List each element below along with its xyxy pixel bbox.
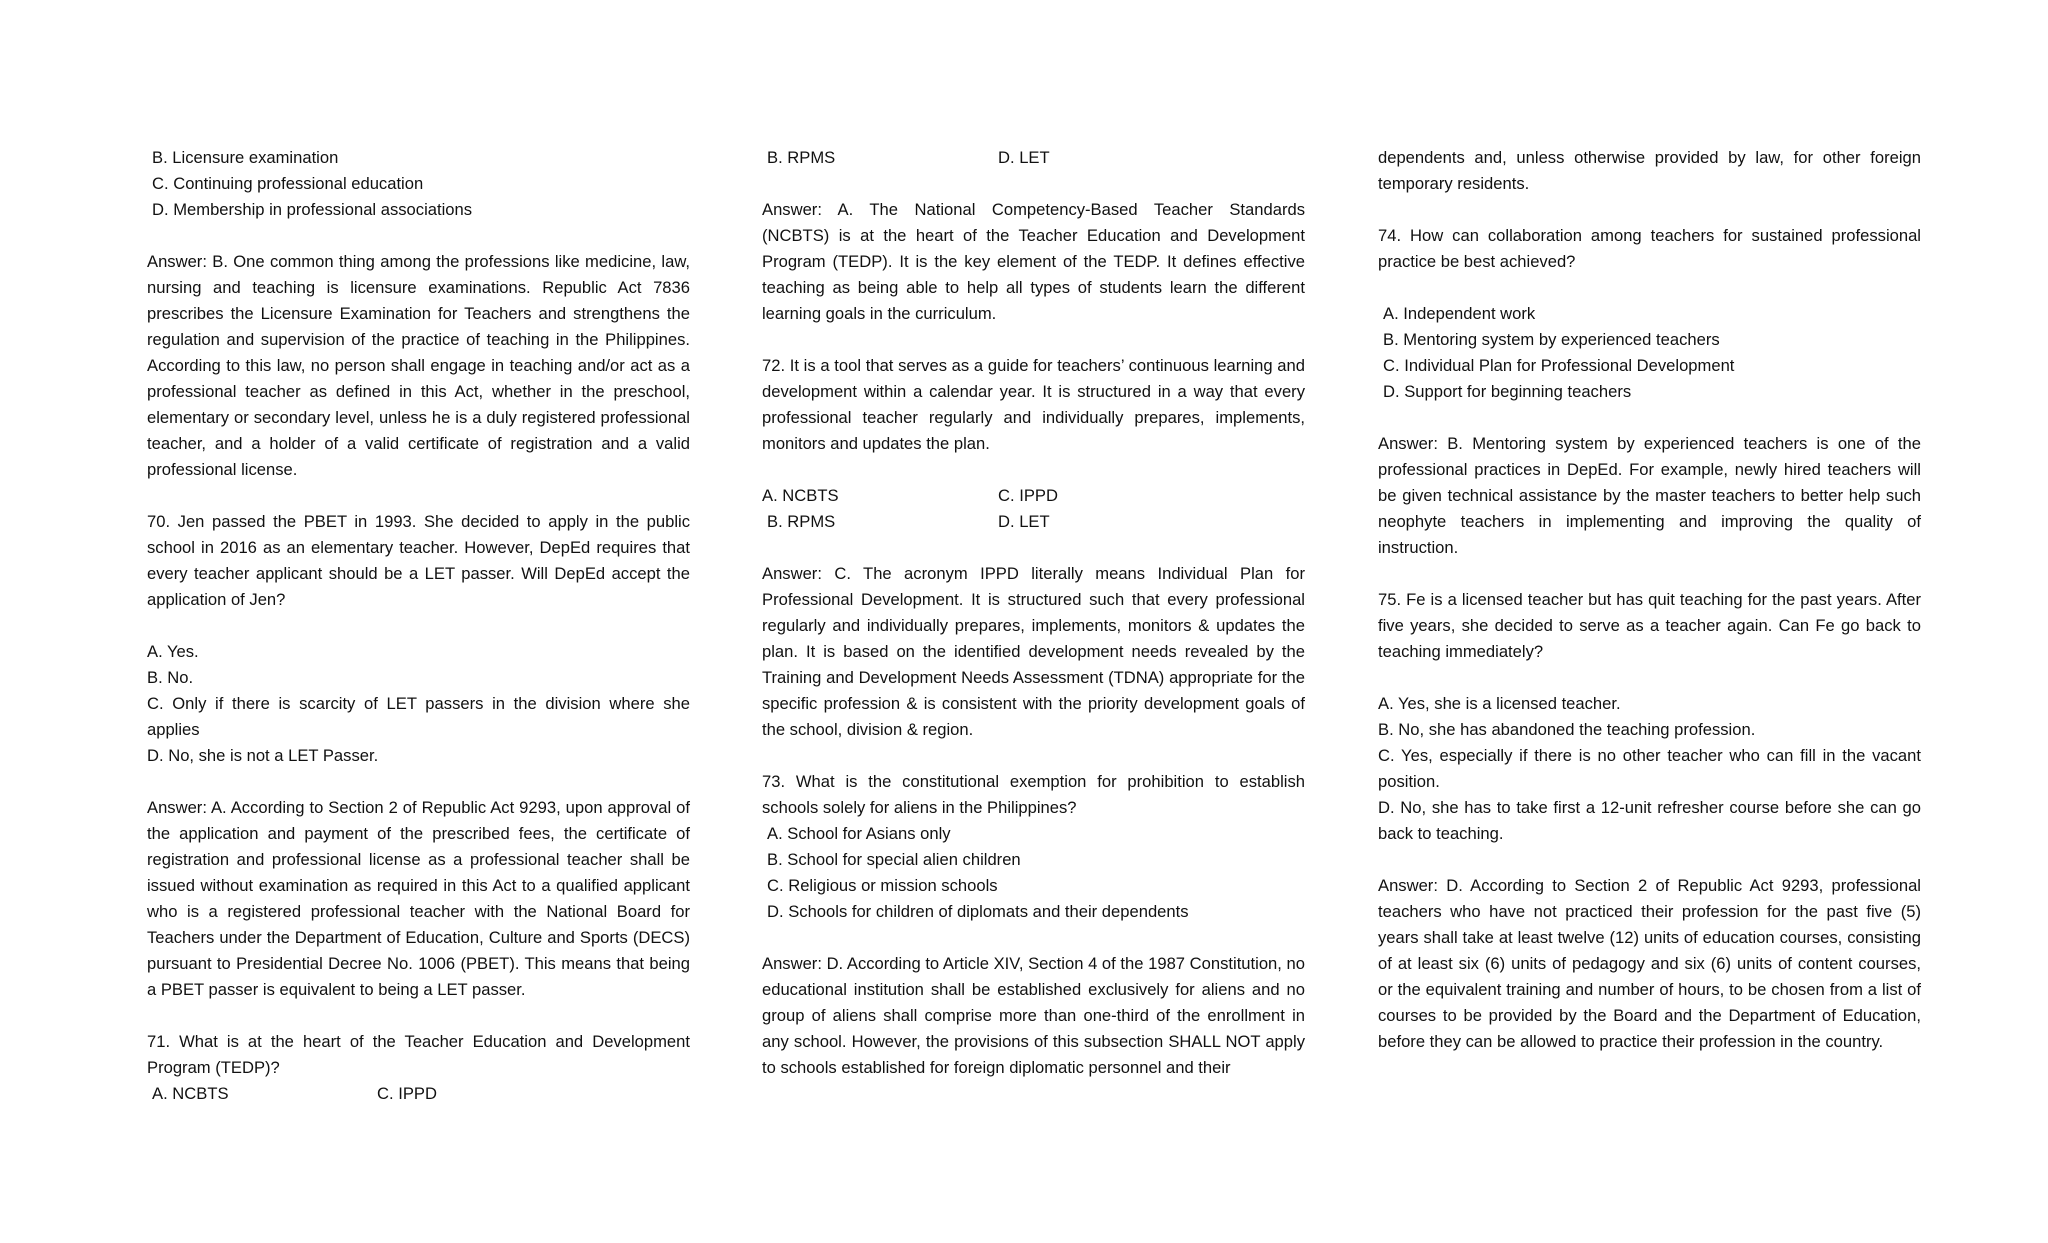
question-73: 73. What is the constitutional exemption for prohibition to establish schools solely for aliens in the Philippines? <box>762 772 1305 817</box>
option-b: B. Licensure examination <box>152 148 339 167</box>
question-70: 70. Jen passed the PBET in 1993. She decided to apply in the public school in 2016 as an elementary teacher. However, DepEd requires that every teacher applicant should be a LET passer. Will DepEd accept the application of Jen? <box>147 512 690 609</box>
option-c: C. Continuing professional education <box>152 174 424 193</box>
column-left <box>147 145 690 1107</box>
option-d: D. Support for beginning teachers <box>1383 382 1632 401</box>
option-d: D. No, she has to take first a 12-unit refresher course before she can go back to teaching. <box>1378 798 1921 843</box>
question-75: 75. Fe is a licensed teacher but has quit teaching for the past years. After five years, she decided to serve as a teacher again. Can Fe go back to teaching immediately? <box>1378 590 1921 661</box>
question-75-options <box>1378 691 1921 847</box>
option-c: C. IPPD <box>377 1084 437 1103</box>
answer-72: Answer: C. The acronym IPPD literally means Individual Plan for Professional Development. It is structured such that every professional regularly and individually prepares, implements, monitors & updates the plan. It is based on the identified development needs revealed by the Training and Development Needs Assessment (TDNA) appropriate for the specific profession & is consistent with the priority development goals of the school, division & region. <box>762 564 1305 739</box>
question-74-options <box>1378 301 1921 405</box>
question-71-options-row1 <box>147 1081 690 1107</box>
option-b: B. RPMS <box>767 148 836 167</box>
option-d: D. Schools for children of diplomats and their dependents <box>767 902 1189 921</box>
option-c: C. IPPD <box>998 486 1058 505</box>
question-72-options <box>762 483 1305 535</box>
option-a: A. School for Asians only <box>767 824 951 843</box>
option-d: D. No, she is not a LET Passer. <box>147 746 379 765</box>
question-73-options <box>762 821 1305 925</box>
option-c: C. Religious or mission schools <box>767 876 998 895</box>
question-74: 74. How can collaboration among teachers for sustained professional practice be best achieved? <box>1378 226 1921 271</box>
answer-75: Answer: D. According to Section 2 of Republic Act 9293, professional teachers who have not practiced their profession for the past five (5) years shall take at least twelve (12) units of education courses, consisting of at least six (6) units of pedagogy and six (6) units of content courses, or the equivalent training and number of hours, to be chosen from a list of courses to be provided by the Board and the Department of Education, before they can be allowed to practice their profession in the country. <box>1378 876 1921 1051</box>
option-a: A. NCBTS <box>152 1084 229 1103</box>
column-right <box>1378 145 1921 1081</box>
option-a: A. NCBTS <box>762 486 839 505</box>
question-69-options <box>147 145 690 223</box>
option-b: B. School for special alien children <box>767 850 1021 869</box>
option-b: B. No. <box>147 668 194 687</box>
question-72: 72. It is a tool that serves as a guide for teachers’ continuous learning and development within a calendar year. It is structured in a way that every professional teacher regularly and individually prepares, implements, monitors and updates the plan. <box>762 356 1305 453</box>
answer-71: Answer: A. The National Competency-Based Teacher Standards (NCBTS) is at the heart of the Teacher Education and Development Program (TEDP). It is the key element of the TEDP. It defines effective teaching as being able to help all types of students learn the different learning goals in the curriculum. <box>762 200 1305 323</box>
column-middle <box>762 145 1305 1107</box>
option-a: A. Yes. <box>147 642 199 661</box>
option-b: B. No, she has abandoned the teaching profession. <box>1378 720 1756 739</box>
option-d: D. Membership in professional associations <box>152 200 473 219</box>
answer-73-part1: Answer: D. According to Article XIV, Section 4 of the 1987 Constitution, no educational institution shall be established exclusively for aliens and no group of aliens shall comprise more than one-third of the enrollment in any school. However, the provisions of this subsection SHALL NOT apply to schools established for foreign diplomatic personnel and their <box>762 954 1305 1077</box>
answer-69: Answer: B. One common thing among the professions like medicine, law, nursing and teaching is licensure examinations. Republic Act 7836 prescribes the Licensure Examination for Teachers and strengthens the regulation and supervision of the practice of teaching in the Philippines. According to this law, no person shall engage in teaching and/or act as a professional teacher as defined in this Act, whether in the preschool, elementary or secondary level, unless he is a duly registered professional teacher, and a holder of a valid certificate of registration and a valid professional license. <box>147 252 690 479</box>
answer-70: Answer: A. According to Section 2 of Republic Act 9293, upon approval of the application and payment of the prescribed fees, the certificate of registration and professional license as a professional teacher shall be issued without examination as required in this Act to a qualified applicant who is a registered professional teacher with the National Board for Teachers under the Department of Education, Culture and Sports (DECS) pursuant to Presidential Decree No. 1006 (PBET). This means that being a PBET passer is equivalent to being a LET passer. <box>147 798 690 999</box>
option-c: C. Yes, especially if there is no other teacher who can fill in the vacant position. <box>1378 746 1921 791</box>
question-71-options-row2 <box>762 145 1305 171</box>
option-a: A. Yes, she is a licensed teacher. <box>1378 694 1621 713</box>
option-d: D. LET <box>998 148 1050 167</box>
question-71: 71. What is at the heart of the Teacher Education and Development Program (TEDP)? <box>147 1032 690 1077</box>
option-d: D. LET <box>998 512 1050 531</box>
option-b: B. Mentoring system by experienced teachers <box>1383 330 1720 349</box>
question-70-options <box>147 639 690 769</box>
option-c: C. Only if there is scarcity of LET passers in the division where she applies <box>147 694 690 739</box>
answer-74: Answer: B. Mentoring system by experienced teachers is one of the professional practices in DepEd. For example, newly hired teachers will be given technical assistance by the master teachers to better help such neophyte teachers in implementing and improving the quality of instruction. <box>1378 434 1921 557</box>
option-b: B. RPMS <box>767 512 836 531</box>
option-c: C. Individual Plan for Professional Development <box>1383 356 1735 375</box>
option-a: A. Independent work <box>1383 304 1536 323</box>
answer-73-part2: dependents and, unless otherwise provided by law, for other foreign temporary residents. <box>1378 148 1921 193</box>
